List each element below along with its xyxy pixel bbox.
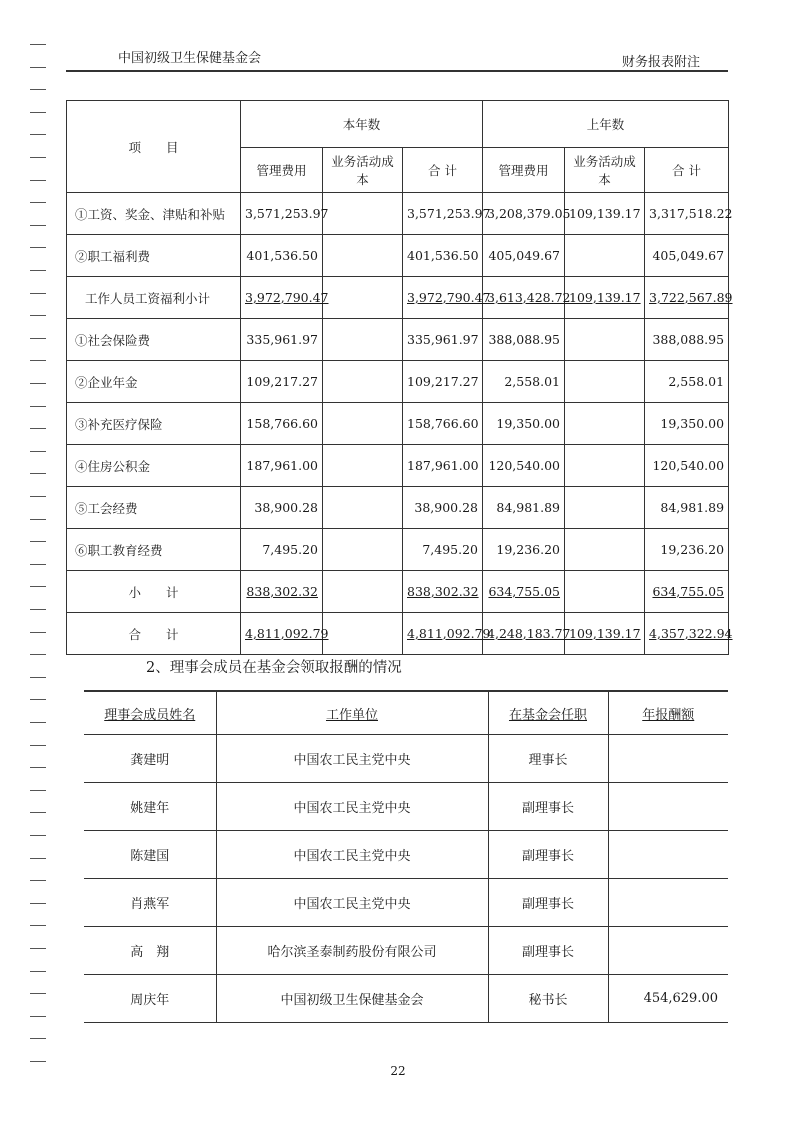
value-cell [403,403,483,445]
cell-value: 4,811,092.79 [407,626,491,641]
margin-tick [30,406,46,407]
annual-compensation [608,735,728,783]
value-cell [403,277,491,319]
table-row [67,571,729,613]
cell-value: 109,139.17 [569,206,641,221]
value-cell [241,403,323,445]
table-row [67,361,729,403]
employer: 中国农工民主党中央 [216,879,488,927]
cell-value: 388,088.95 [652,332,725,347]
column-header-label: 在基金会任职 [508,707,587,723]
margin-tick [30,564,46,565]
margin-tick [30,993,46,994]
row-label: 小 计 [67,571,241,613]
value-cell [403,235,483,277]
table-row [67,319,729,361]
value-cell [403,319,483,361]
table-body [84,691,728,1023]
row-label: ①工资、奖金、津贴和补贴 [67,193,241,235]
table-body [67,193,733,655]
value-cell [403,487,483,529]
value-cell [645,193,733,235]
value-cell [241,613,329,655]
value-cell [645,277,733,319]
margin-tick [30,44,46,45]
column-header [84,691,216,735]
cell-value: 109,217.27 [407,374,479,389]
cell-value: 634,755.05 [652,584,725,599]
cell-value: 3,613,428.72 [487,290,571,305]
position: 副理事长 [488,783,608,831]
margin-tick [30,903,46,904]
cell-value: 3,722,567.89 [649,290,733,305]
margin-tick [30,677,46,678]
margin-tick [30,632,46,633]
column-header-label: 年报酬额 [642,707,695,723]
table-row [67,235,729,277]
value-cell [323,613,403,655]
member-name: 高 翔 [84,927,216,975]
value-cell [323,277,403,319]
value-cell [645,529,729,571]
annual-compensation [608,783,728,831]
row-label: ②职工福利费 [67,235,241,277]
position: 理事长 [488,735,608,783]
value-cell [323,445,403,487]
cell-value: 120,540.00 [652,458,725,473]
margin-tick [30,971,46,972]
header-row [84,691,728,735]
cell-value: 187,961.00 [407,458,479,473]
column-header: 业务活动成本 [323,148,403,193]
value-cell [565,613,645,655]
header-section: 财务报表附注 [621,55,700,70]
column-header [216,691,488,735]
value-cell [483,361,565,403]
value-cell [645,319,729,361]
margin-tick [30,360,46,361]
margin-tick [30,202,46,203]
value-cell [241,529,323,571]
value-cell [483,571,565,613]
margin-tick [30,496,46,497]
value-cell [483,403,565,445]
value-cell [483,445,565,487]
table-row [67,277,729,319]
cell-value: 401,536.50 [246,248,318,263]
margin-tick [30,699,46,700]
margin-tick [30,767,46,768]
cell-value: 838,302.32 [246,584,318,599]
value-cell [241,571,323,613]
cell-value: 3,972,790.47 [245,290,329,305]
margin-tick [30,1016,46,1017]
cell-value: 2,558.01 [668,374,725,389]
cell-value: 335,961.97 [407,332,479,347]
margin-tick [30,519,46,520]
column-header: 合 计 [645,148,729,193]
cell-value: 19,350.00 [496,416,561,431]
cell-value: 405,049.67 [488,248,561,263]
margin-tick [30,812,46,813]
cell-value: 3,317,518.22 [649,206,733,221]
margin-tick [30,473,46,474]
value-cell [483,193,571,235]
member-name: 陈建国 [84,831,216,879]
value-cell [565,571,645,613]
margin-tick [30,67,46,68]
value-cell [645,403,729,445]
value-cell [483,487,565,529]
salary-benefits-table [66,100,733,655]
margin-tick [30,586,46,587]
row-label: ⑤工会经费 [67,487,241,529]
column-header: 合 计 [403,148,483,193]
employer: 中国农工民主党中央 [216,735,488,783]
column-header [608,691,728,735]
margin-tick [30,541,46,542]
cell-value: 4,811,092.79 [245,626,329,641]
margin-tick [30,654,46,655]
cell-value: 19,236.20 [660,542,725,557]
margin-tick [30,1061,46,1062]
value-cell [565,445,645,487]
position: 副理事长 [488,831,608,879]
margin-tick [30,858,46,859]
cell-value: 3,208,379.05 [487,206,571,221]
row-label: ④住房公积金 [67,445,241,487]
table-row [67,445,729,487]
margin-tick [30,89,46,90]
margin-tick [30,134,46,135]
cell-value: 84,981.89 [496,500,561,515]
value-cell [323,529,403,571]
value-cell [645,235,729,277]
margin-tick [30,293,46,294]
cell-value: 109,139.17 [569,290,641,305]
member-name: 姚建年 [84,783,216,831]
table-row [84,735,728,783]
value-cell [403,445,483,487]
row-label: 工作人员工资福利小计 [67,277,241,319]
table-row [84,783,728,831]
cell-value: 3,571,253.97 [407,206,491,221]
value-cell [323,487,403,529]
value-cell [565,361,645,403]
value-cell [323,403,403,445]
margin-tick [30,225,46,226]
row-label: ③补充医疗保险 [67,403,241,445]
prior-year-header: 上年数 [483,101,729,148]
cell-value: 4,248,183.77 [487,626,571,641]
margin-tick [30,1038,46,1039]
cell-value: 634,755.05 [488,584,561,599]
margin-tick [30,925,46,926]
position: 副理事长 [488,879,608,927]
employer: 中国初级卫生保健基金会 [216,975,488,1023]
margin-tick [30,180,46,181]
cell-value: 158,766.60 [246,416,318,431]
value-cell [645,445,729,487]
column-header [488,691,608,735]
cell-value: 838,302.32 [407,584,479,599]
value-cell [241,319,323,361]
margin-tick [30,270,46,271]
item-header: 项 目 [67,101,241,193]
value-cell [565,193,645,235]
member-name: 肖燕军 [84,879,216,927]
table-row [84,831,728,879]
margin-tick [30,790,46,791]
table-row [84,975,728,1023]
cell-value: 38,900.28 [414,500,479,515]
margin-tick [30,880,46,881]
value-cell [403,529,483,571]
column-header: 管理费用 [483,148,565,193]
header-organization: 中国初级卫生保健基金会 [118,51,262,66]
value-cell [241,235,323,277]
value-cell [565,319,645,361]
value-cell [403,361,483,403]
value-cell [565,487,645,529]
cell-value: 187,961.00 [246,458,318,473]
position: 秘书长 [488,975,608,1023]
cell-value: 109,139.17 [569,626,641,641]
table-row [67,403,729,445]
margin-tick [30,383,46,384]
annual-compensation [608,927,728,975]
value-cell [483,319,565,361]
cell-value: 388,088.95 [488,332,561,347]
employer: 中国农工民主党中央 [216,831,488,879]
value-cell [483,235,565,277]
table-row [67,487,729,529]
page-number: 22 [390,1064,406,1078]
margin-tick [30,112,46,113]
cell-value: 19,350.00 [660,416,725,431]
margin-tick [30,948,46,949]
value-cell [403,613,491,655]
row-label: 合 计 [67,613,241,655]
value-cell [483,277,571,319]
table-row [84,927,728,975]
cell-value: 4,357,322.94 [649,626,733,641]
margin-tick [30,315,46,316]
table-row [67,613,729,655]
header-rule [66,70,728,72]
value-cell [565,403,645,445]
margin-tick [30,428,46,429]
value-cell [323,361,403,403]
margin-tick [30,451,46,452]
value-cell [323,193,403,235]
value-cell [565,529,645,571]
column-header: 业务活动成本 [565,148,645,193]
cell-value: 401,536.50 [407,248,479,263]
employer: 中国农工民主党中央 [216,783,488,831]
cell-value: 3,571,253.97 [245,206,329,221]
value-cell [403,193,491,235]
column-header-label: 理事会成员姓名 [104,707,196,723]
cell-value: 84,981.89 [660,500,725,515]
member-name: 龚建明 [84,735,216,783]
cell-value: 2,558.01 [504,374,561,389]
cell-value: 3,972,790.47 [407,290,491,305]
value-cell [403,571,483,613]
value-cell [323,235,403,277]
value-cell [241,487,323,529]
row-label: ①社会保险费 [67,319,241,361]
value-cell [645,361,729,403]
binding-margin-marks [30,44,46,1084]
employer: 哈尔滨圣泰制药股份有限公司 [216,927,488,975]
cell-value: 158,766.60 [407,416,479,431]
column-header: 管理费用 [241,148,323,193]
value-cell [565,277,645,319]
margin-tick [30,609,46,610]
position: 副理事长 [488,927,608,975]
cell-value: 7,495.20 [422,542,479,557]
value-cell [241,445,323,487]
row-label: ②企业年金 [67,361,241,403]
section-title: 2、理事会成员在基金会领取报酬的情况 [146,660,402,676]
table-row [67,193,729,235]
cell-value: 335,961.97 [246,332,318,347]
annual-compensation [608,831,728,879]
column-header-label: 工作单位 [325,707,378,723]
value-cell [565,235,645,277]
value-cell [323,571,403,613]
table-row [67,529,729,571]
board-compensation-table [84,690,728,1023]
value-cell [483,529,565,571]
value-cell [645,487,729,529]
margin-tick [30,745,46,746]
value-cell [645,613,733,655]
member-name: 周庆年 [84,975,216,1023]
value-cell [645,571,729,613]
cell-value: 109,217.27 [246,374,318,389]
value-cell [323,319,403,361]
margin-tick [30,722,46,723]
cell-value: 120,540.00 [488,458,561,473]
annual-compensation: 454,629.00 [608,975,728,1023]
cell-value: 19,236.20 [496,542,561,557]
table-row [84,879,728,927]
cell-value: 7,495.20 [262,542,318,557]
row-label: ⑥职工教育经费 [67,529,241,571]
value-cell [241,193,329,235]
margin-tick [30,338,46,339]
cell-value: 405,049.67 [652,248,725,263]
margin-tick [30,157,46,158]
cell-value: 38,900.28 [254,500,318,515]
value-cell [483,613,571,655]
value-cell [241,361,323,403]
margin-tick [30,247,46,248]
value-cell [241,277,329,319]
margin-tick [30,835,46,836]
current-year-header: 本年数 [241,101,483,148]
annual-compensation [608,879,728,927]
